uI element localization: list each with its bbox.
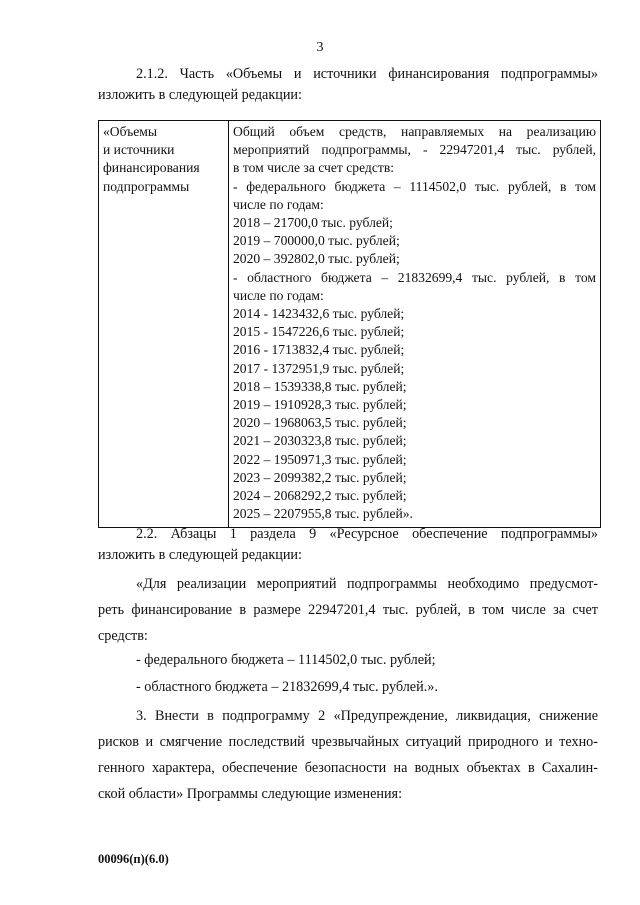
section-2-2-line-1: 2.2. Абзацы 1 раздела 9 «Ресурсное обеспечение подпрограммы» [136, 526, 598, 542]
quote-line-1: «Для реализации мероприятий подпрограммы необходимо предусмот- [136, 576, 598, 592]
section-3-line-1: 3. Внести в подпрограмму 2 «Предупреждение, ликвидация, снижение [136, 708, 598, 724]
section-3-paragraph [98, 703, 598, 807]
value-line: - федерального бюджета – 1114502,0 тыс. рублей, в том [233, 178, 596, 194]
value-line: - областного бюджета – 21832699,4 тыс. рублей, в том [233, 269, 596, 285]
value-line: 2017 - 1372951,9 тыс. рублей; [233, 360, 405, 376]
table-value-cell [229, 121, 601, 528]
quote-line-3: средств: [98, 628, 148, 644]
label-line: финансирования [103, 160, 200, 176]
section-3-line-3: генного характера, обеспечение безопасности на водных объектах в Сахалин- [98, 760, 598, 776]
regional-budget-item: - областного бюджета – 21832699,4 тыс. рублей.». [136, 679, 438, 695]
value-line: 2019 – 700000,0 тыс. рублей; [233, 233, 400, 249]
label-line: и источники [103, 142, 175, 158]
table-label-cell [99, 121, 229, 528]
value-line: 2014 - 1423432,6 тыс. рублей; [233, 306, 405, 322]
page-number: 3 [316, 40, 324, 55]
value-line: 2023 – 2099382,2 тыс. рублей; [233, 469, 407, 485]
value-line: мероприятий подпрограммы, - 22947201,4 тыс. рублей, [233, 142, 596, 158]
section-2-1-2-line-1: 2.1.2. Часть «Объемы и источники финансирования подпрограммы» [136, 66, 598, 82]
section-2-1-2-paragraph [98, 64, 598, 106]
value-line: 2018 – 1539338,8 тыс. рублей; [233, 378, 407, 394]
financing-table-row [99, 121, 601, 528]
section-3-line-2: рисков и смягчение последствий чрезвычайных ситуаций природного и техно- [98, 734, 598, 750]
value-line: в том числе за счет средств: [233, 160, 395, 176]
federal-budget-item: - федерального бюджета – 1114502,0 тыс. рублей; [136, 652, 436, 668]
financing-table [98, 120, 601, 528]
value-line: 2022 – 1950971,3 тыс. рублей; [233, 451, 407, 467]
value-line: 2020 – 1968063,5 тыс. рублей; [233, 415, 407, 431]
label-line: «Объемы [103, 124, 157, 139]
section-3-line-4: ской области» Программы следующие изменения: [98, 786, 403, 802]
value-line: 2025 – 2207955,8 тыс. рублей». [233, 506, 413, 522]
label-line: подпрограммы [103, 178, 190, 194]
value-line: Общий объем средств, направляемых на реализацию [233, 124, 596, 139]
quote-line-2: реть финансирование в размере 22947201,4 тыс. рублей, в том числе за счет [98, 602, 598, 618]
quoted-paragraph [98, 571, 598, 649]
value-line: числе по годам: [233, 287, 324, 303]
section-2-2-paragraph [98, 524, 598, 566]
value-line: 2024 – 2068292,2 тыс. рублей; [233, 488, 407, 504]
value-line: 2016 - 1713832,4 тыс. рублей; [233, 342, 405, 358]
section-2-1-2-line-2: изложить в следующей редакции: [98, 87, 302, 103]
value-line: 2018 – 21700,0 тыс. рублей; [233, 215, 393, 231]
section-2-2-line-2: изложить в следующей редакции: [98, 547, 302, 563]
value-line: 2021 – 2030323,8 тыс. рублей; [233, 433, 407, 449]
value-line: 2020 – 392802,0 тыс. рублей; [233, 251, 400, 267]
value-line: 2015 - 1547226,6 тыс. рублей; [233, 324, 405, 340]
value-line: 2019 – 1910928,3 тыс. рублей; [233, 397, 407, 413]
value-line: числе по годам: [233, 196, 324, 212]
document-code: 00096(п)(6.0) [98, 852, 169, 866]
